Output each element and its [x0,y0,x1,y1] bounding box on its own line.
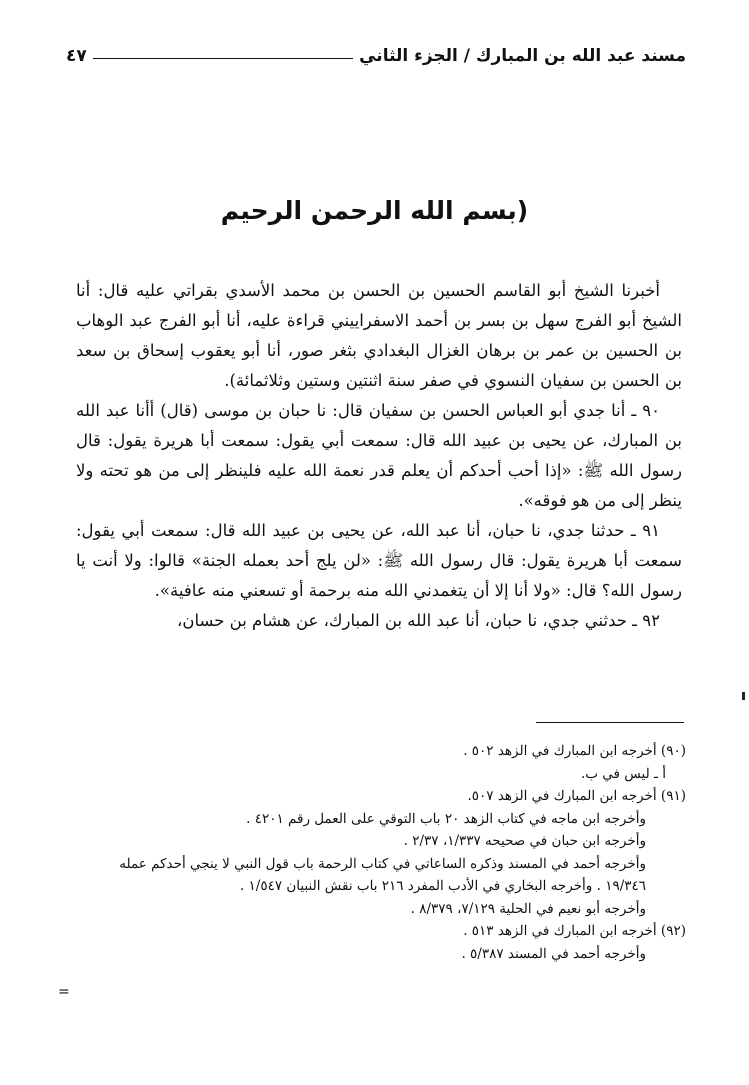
footnote-line: ١٩/٣٤٦ . وأخرجه البخاري في الأدب المفرد ٢١٦ باب نقش النبيان ١/٥٤٧ . [239,878,646,894]
page-number: ٤٧ [66,46,87,66]
running-header [66,38,686,66]
hadith-91: ٩١ ـ حدثنا جدي، نا حبان، أنا عبد الله، عن يحيى بن عبيد الله قال: سمعت أبي يقول: سمعت أبا هريرة يقول: قال رسول الله ﷺ: «لن يلج أحد بعمله الجنة» قالوا: ولا أنت يا رسول الله؟ قال: «ولا أنا إلا أن يتغمدني الله منه برحمة أو تسعني منه عافية». [76,521,682,600]
isnad-paragraph: أخبرنا الشيخ أبو القاسم الحسين بن الحسن بن محمد الأسدي بقراتي عليه قال: أنا الشيخ أبو الفرج سهل بن بسر بن أحمد الاسفراييني قراءة عليه، أنا أبو الفرج عبد الوهاب بن الحسين بن عمر بن برهان الغزال البغدادي بثغر صور، أنا أبو يعقوب إسحاق بن سعد بن الحسن بن سفيان النسوي في صفر سنة اثنتين وستين وثلاثمائة). [76,281,682,390]
footnote-line: (٩٢) أخرجه ابن المبارك في الزهد ٥١٣ . [463,923,686,939]
footnote-separator [536,722,684,723]
footnote-line: أ ـ ليس في ب. [581,765,666,782]
main-text [76,276,682,636]
footnotes [66,740,686,965]
header-rule [93,58,353,59]
footnote-line: وأخرجه أبو نعيم في الحلية ٧/١٢٩، ٨/٣٧٩ . [410,900,646,917]
margin-mark: = [58,984,70,1000]
footnote-line: وأخرجه ابن ماجه في كتاب الزهد ٢٠ باب التوقي على العمل رقم ٤٢٠١ . [246,810,646,827]
basmala-heading: (بسم الله الرحمن الرحيم [220,196,529,225]
footnote-line: وأخرجه أحمد في المسند وذكره الساعاتي في كتاب الرحمة باب قول النبي لا ينجي أحدكم عمله [119,855,646,872]
edge-tick [742,692,745,700]
footnote-line: (٩٠) أخرجه ابن المبارك في الزهد ٥٠٢ . [463,743,686,759]
hadith-90: ٩٠ ـ أنا جدي أبو العباس الحسن بن سفيان قال: نا حبان بن موسى (قال) أأنا عبد الله بن المبارك، عن يحيى بن عبيد الله قال: سمعت أبي يقول: سمعت أبا هريرة يقول: قال رسول الله ﷺ: «إذا أحب أحدكم أن يعلم قدر نعمة الله عليه فلينظر إلى من هو تحته ولا ينظر إلى من هو فوقه». [76,401,682,510]
footnote-line: وأخرجه ابن حبان في صحيحه ١/٣٣٧، ٢/٣٧ . [403,833,646,849]
footnote-line: وأخرجه أحمد في المسند ٥/٣٨٧ . [461,945,646,962]
hadith-92: ٩٢ ـ حدثني جدي، نا حبان، أنا عبد الله بن المبارك، عن هشام بن حسان، [177,611,660,630]
header-title: مسند عبد الله بن المبارك / الجزء الثاني [359,46,686,66]
footnote-line: (٩١) أخرجه ابن المبارك في الزهد ٥٠٧. [467,788,686,804]
